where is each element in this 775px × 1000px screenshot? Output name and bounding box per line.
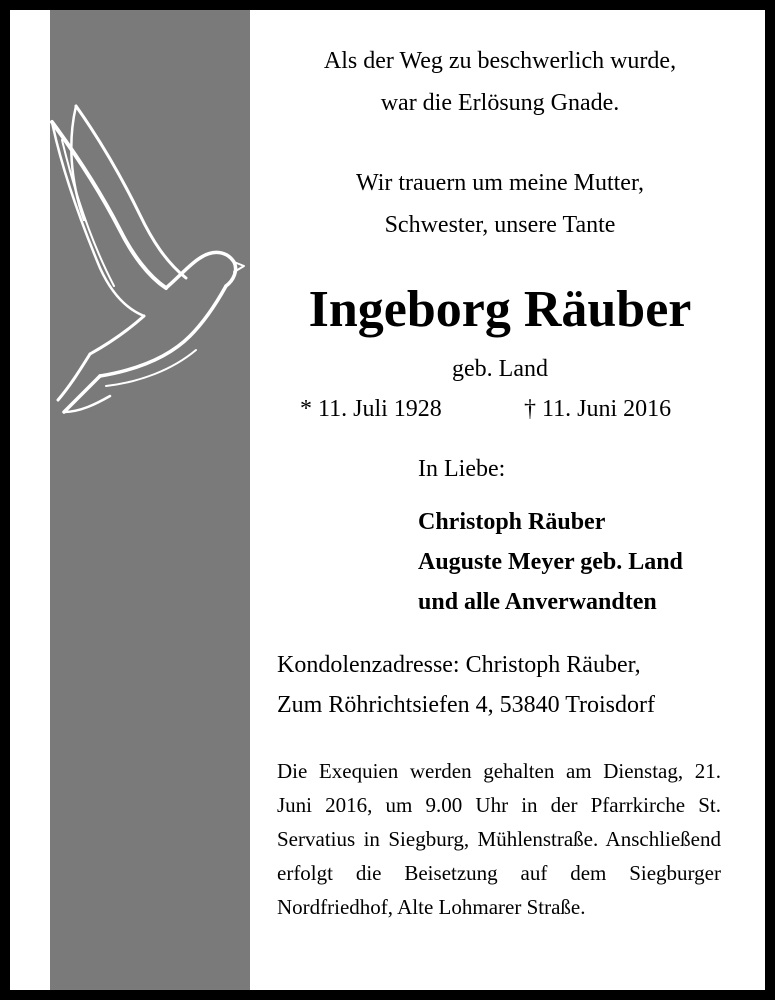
birth-date: * 11. Juli 1928	[300, 396, 442, 422]
maiden-name: geb. Land	[452, 356, 548, 382]
dove-icon	[40, 100, 250, 430]
quote-line-2: war die Erlösung Gnade.	[380, 90, 620, 116]
quote-line-1: Als der Weg zu beschwerlich wurde,	[323, 48, 677, 74]
funeral-details: Die Exequien werden gehalten am Dienstag, 21. Juni 2016, um 9.00 Uhr in der Pfarrkirche St. Servatius in Siegburg, Mühlenstraße. Anschließend erfolgt die Beisetzung auf dem Siegburger Nordfriedhof, Alte Lohmarer Straße.	[277, 759, 721, 919]
condolence-address	[277, 645, 655, 725]
deceased-name: Ingeborg Räuber	[308, 281, 692, 338]
death-date: † 11. Juni 2016	[524, 396, 672, 422]
mourning-line-1: Wir trauern um meine Mutter,	[356, 170, 644, 196]
signer-name: und alle Anverwandten	[418, 589, 657, 615]
mourning-line-2: Schwester, unsere Tante	[384, 212, 616, 238]
signature-names	[418, 502, 683, 622]
signer-name: Christoph Räuber	[418, 509, 606, 535]
condolence-line-1: Kondolenzadresse: Christoph Räuber,	[277, 652, 641, 678]
condolence-line-2: Zum Röhrichtsiefen 4, 53840 Troisdorf	[277, 692, 655, 718]
signature-intro: In Liebe:	[418, 456, 506, 482]
signer-name: Auguste Meyer geb. Land	[418, 549, 683, 575]
mourning-statement	[250, 162, 750, 246]
opening-quote	[250, 40, 750, 124]
